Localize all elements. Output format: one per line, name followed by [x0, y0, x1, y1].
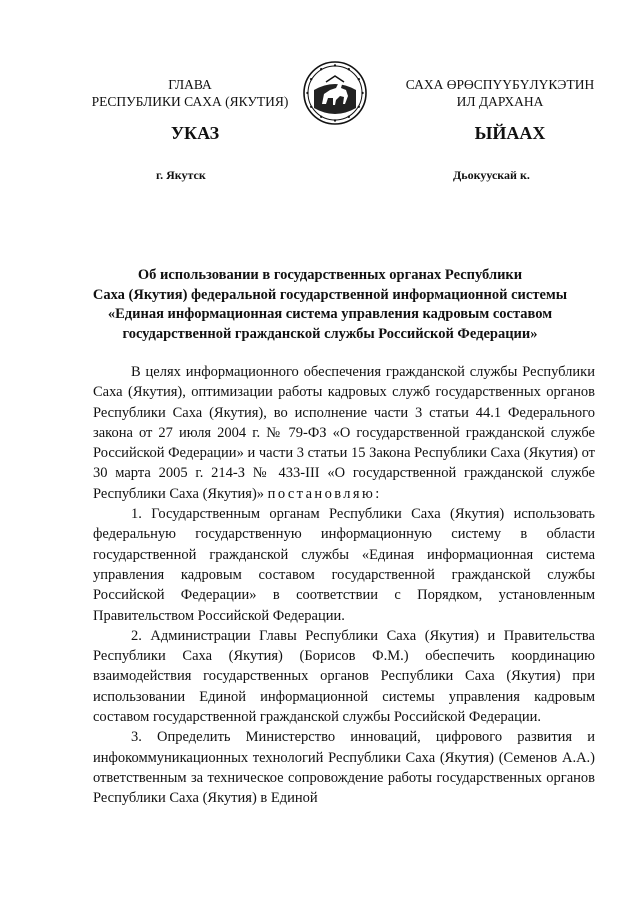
preamble-text: В целях информационного обеспечения гражданской службы Республики Саха (Якутия), оптимизации работы кадровых служб государственных органов Республики Саха (Якутия), во исполнение части 3 статьи 44.1 Федерального закона от 27 июля 2004 г. № 79-ФЗ «О государственной гражданской службе Российской Федерации» и части 3 статьи 15 Закона Республики Саха (Якутия) от 30 марта 2005 г. 214-З № 433-III «О государственной гражданской службе Республики Саха (Якутия)»: [93, 364, 595, 502]
header-left: [80, 76, 300, 110]
title-line: «Единая информационная система управления кадровым составом: [107, 306, 553, 322]
header-left-line1: ГЛАВА: [168, 77, 212, 92]
title-line: государственной гражданской службы Российской Федерации»: [122, 325, 538, 342]
header-right: [395, 76, 605, 110]
item-paragraph-2: 2. Администрации Главы Республики Саха (Якутия) и Правительства Республики Саха (Якутия) (Борисов Ф.М.) обеспечить координацию взаимодействия государственных органов Республики Саха (Якутия) при использовании Единой информационной системы управления кадровым составом государственной гражданской службы Российской Федерации.: [93, 627, 595, 726]
decree-title-sakha: ЫЙААХ: [474, 123, 546, 143]
document-body: [93, 362, 595, 809]
decree-title-ru: УКАЗ: [170, 123, 220, 143]
document-title: [80, 266, 580, 344]
preamble-paragraph: [93, 362, 595, 504]
coat-of-arms-emblem: [302, 60, 368, 126]
header-left-line2: РЕСПУБЛИКИ САХА (ЯКУТИЯ): [91, 94, 289, 109]
header-right-line2: ИЛ ДАРХАНА: [456, 94, 544, 109]
title-line: Саха (Якутия) федеральной государственной информационной системы: [92, 286, 568, 303]
header-right-line1: САХА ӨРӨСПҮҮБҮЛҮКЭТИН: [405, 77, 595, 92]
title-line: Об использовании в государственных органах Республики: [137, 267, 523, 283]
city-ru: г. Якутск: [156, 168, 206, 182]
resolve-word: постановляю:: [267, 485, 382, 502]
item-paragraph-1: 1. Государственным органам Республики Саха (Якутия) использовать федеральную государственную информационную систему в области государственной гражданской службы «Единая информационная система управления кадровым составом государственной гражданской службы Российской Федерации» в соответствии с Порядком, установленным Правительством Российской Федерации.: [93, 506, 595, 624]
item-paragraph-3: 3. Определить Министерство инноваций, цифрового развития и инфокоммуникационных технологий Республики Саха (Якутия) (Семенов А.А.) ответственным за техническое сопровождение работы государственных органов Республики Саха (Якутия) в Единой: [93, 729, 595, 807]
city-sakha: Дьокуускай к.: [453, 168, 530, 182]
